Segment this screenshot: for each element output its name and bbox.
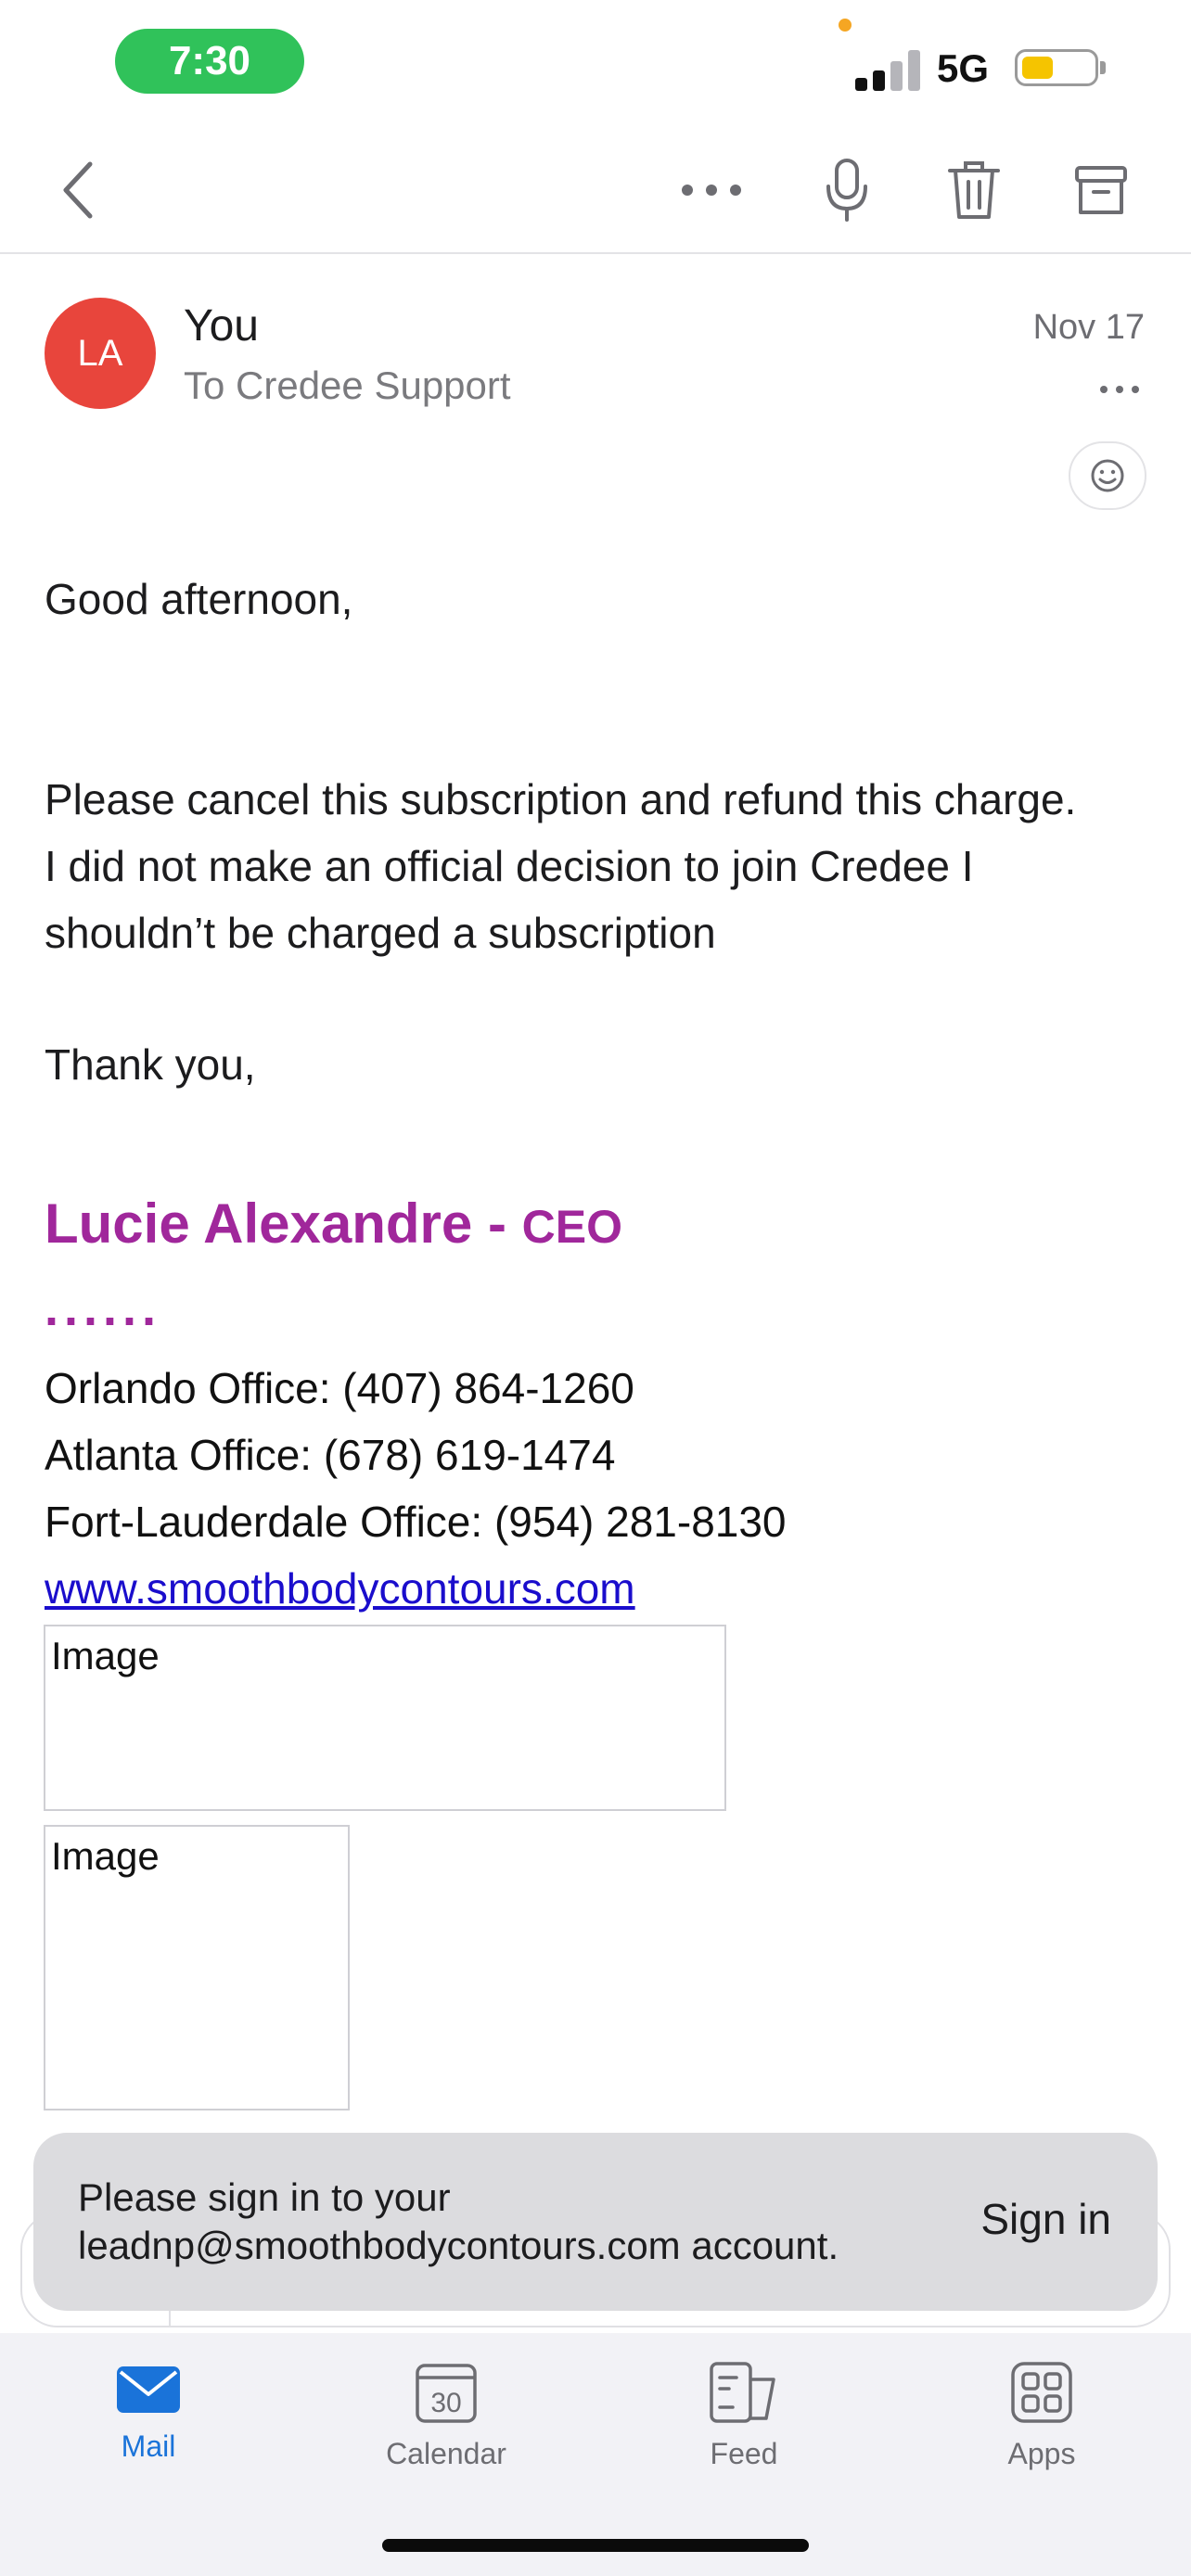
add-reaction-button[interactable] xyxy=(1069,441,1146,510)
office-phone: Orlando Office: (407) 864-1260 xyxy=(45,1364,634,1412)
image-alt-text: Image xyxy=(51,1634,160,1677)
time-pill[interactable] xyxy=(115,29,304,94)
status-time: 7:30 xyxy=(168,38,251,83)
body-line: I did not make an official decision to join Credee I xyxy=(45,842,974,890)
signature-image-placeholder[interactable] xyxy=(44,1825,350,2111)
trash-icon xyxy=(946,158,1002,223)
signature-dots: ...... xyxy=(45,1281,162,1336)
privacy-indicator-dot xyxy=(839,19,852,32)
office-phone: Fort-Lauderdale Office: (954) 281-8130 xyxy=(45,1498,787,1546)
tab-apps[interactable] xyxy=(940,2361,1144,2491)
body-line: shouldn’t be charged a subscription xyxy=(45,909,716,957)
tab-label: Mail xyxy=(121,2429,176,2463)
body-line: Please cancel this subscription and refund this charge. xyxy=(45,775,1077,823)
archive-icon xyxy=(1073,162,1129,218)
calendar-icon xyxy=(415,2361,478,2424)
sign-in-button[interactable]: Sign in xyxy=(980,2195,1111,2243)
back-chevron-icon xyxy=(60,160,97,220)
message-toolbar xyxy=(0,130,1191,254)
tab-label: Feed xyxy=(710,2437,778,2470)
battery-icon xyxy=(1015,49,1098,86)
network-type: 5G xyxy=(937,46,990,90)
office-phone: Atlanta Office: (678) 619-1474 xyxy=(45,1431,616,1479)
tab-mail[interactable] xyxy=(46,2361,250,2491)
delete-button[interactable] xyxy=(932,148,1016,232)
signature-image-placeholder[interactable] xyxy=(44,1625,726,1811)
message-date: Nov 17 xyxy=(1032,308,1145,347)
greeting: Good afternoon, xyxy=(45,575,353,623)
avatar-initials: LA xyxy=(77,332,123,374)
image-alt-text: Image xyxy=(51,1834,160,1878)
sign-in-toast xyxy=(33,2133,1158,2311)
calendar-badge: 30 xyxy=(430,2388,462,2418)
more-horizontal-icon xyxy=(1098,371,1141,408)
signature-title: CEO xyxy=(521,1201,622,1253)
signature-name-text: Lucie Alexandre - xyxy=(45,1192,522,1255)
tab-calendar[interactable] xyxy=(344,2361,548,2491)
closing: Thank you, xyxy=(45,1040,256,1089)
tab-label: Calendar xyxy=(386,2437,506,2470)
status-bar xyxy=(0,0,1191,130)
mail-icon xyxy=(115,2361,182,2417)
battery-level xyxy=(1022,57,1053,79)
message-more-button[interactable] xyxy=(1098,371,1141,408)
recipient-line[interactable]: To Credee Support xyxy=(184,363,511,407)
website-link[interactable]: www.smoothbodycontours.com xyxy=(45,1564,635,1613)
tab-feed[interactable] xyxy=(642,2361,846,2491)
battery-cap xyxy=(1100,61,1106,74)
sender-avatar[interactable] xyxy=(45,298,156,409)
more-horizontal-icon xyxy=(679,181,744,199)
sender-name[interactable]: You xyxy=(184,301,259,351)
archive-button[interactable] xyxy=(1059,148,1143,232)
signature-name xyxy=(45,1192,622,1256)
microphone-icon xyxy=(824,157,870,223)
feed-icon xyxy=(709,2361,779,2424)
cellular-signal-icon xyxy=(855,48,920,91)
toast-message: Please sign in to your leadnp@smoothbodycontours.com account. xyxy=(78,2175,839,2267)
more-options-button[interactable] xyxy=(670,148,753,232)
home-indicator[interactable] xyxy=(382,2539,809,2552)
apps-grid-icon xyxy=(1010,2361,1073,2424)
tab-label: Apps xyxy=(1007,2437,1076,2470)
back-button[interactable] xyxy=(37,148,121,232)
smiley-icon xyxy=(1089,457,1126,494)
dictation-button[interactable] xyxy=(805,148,889,232)
